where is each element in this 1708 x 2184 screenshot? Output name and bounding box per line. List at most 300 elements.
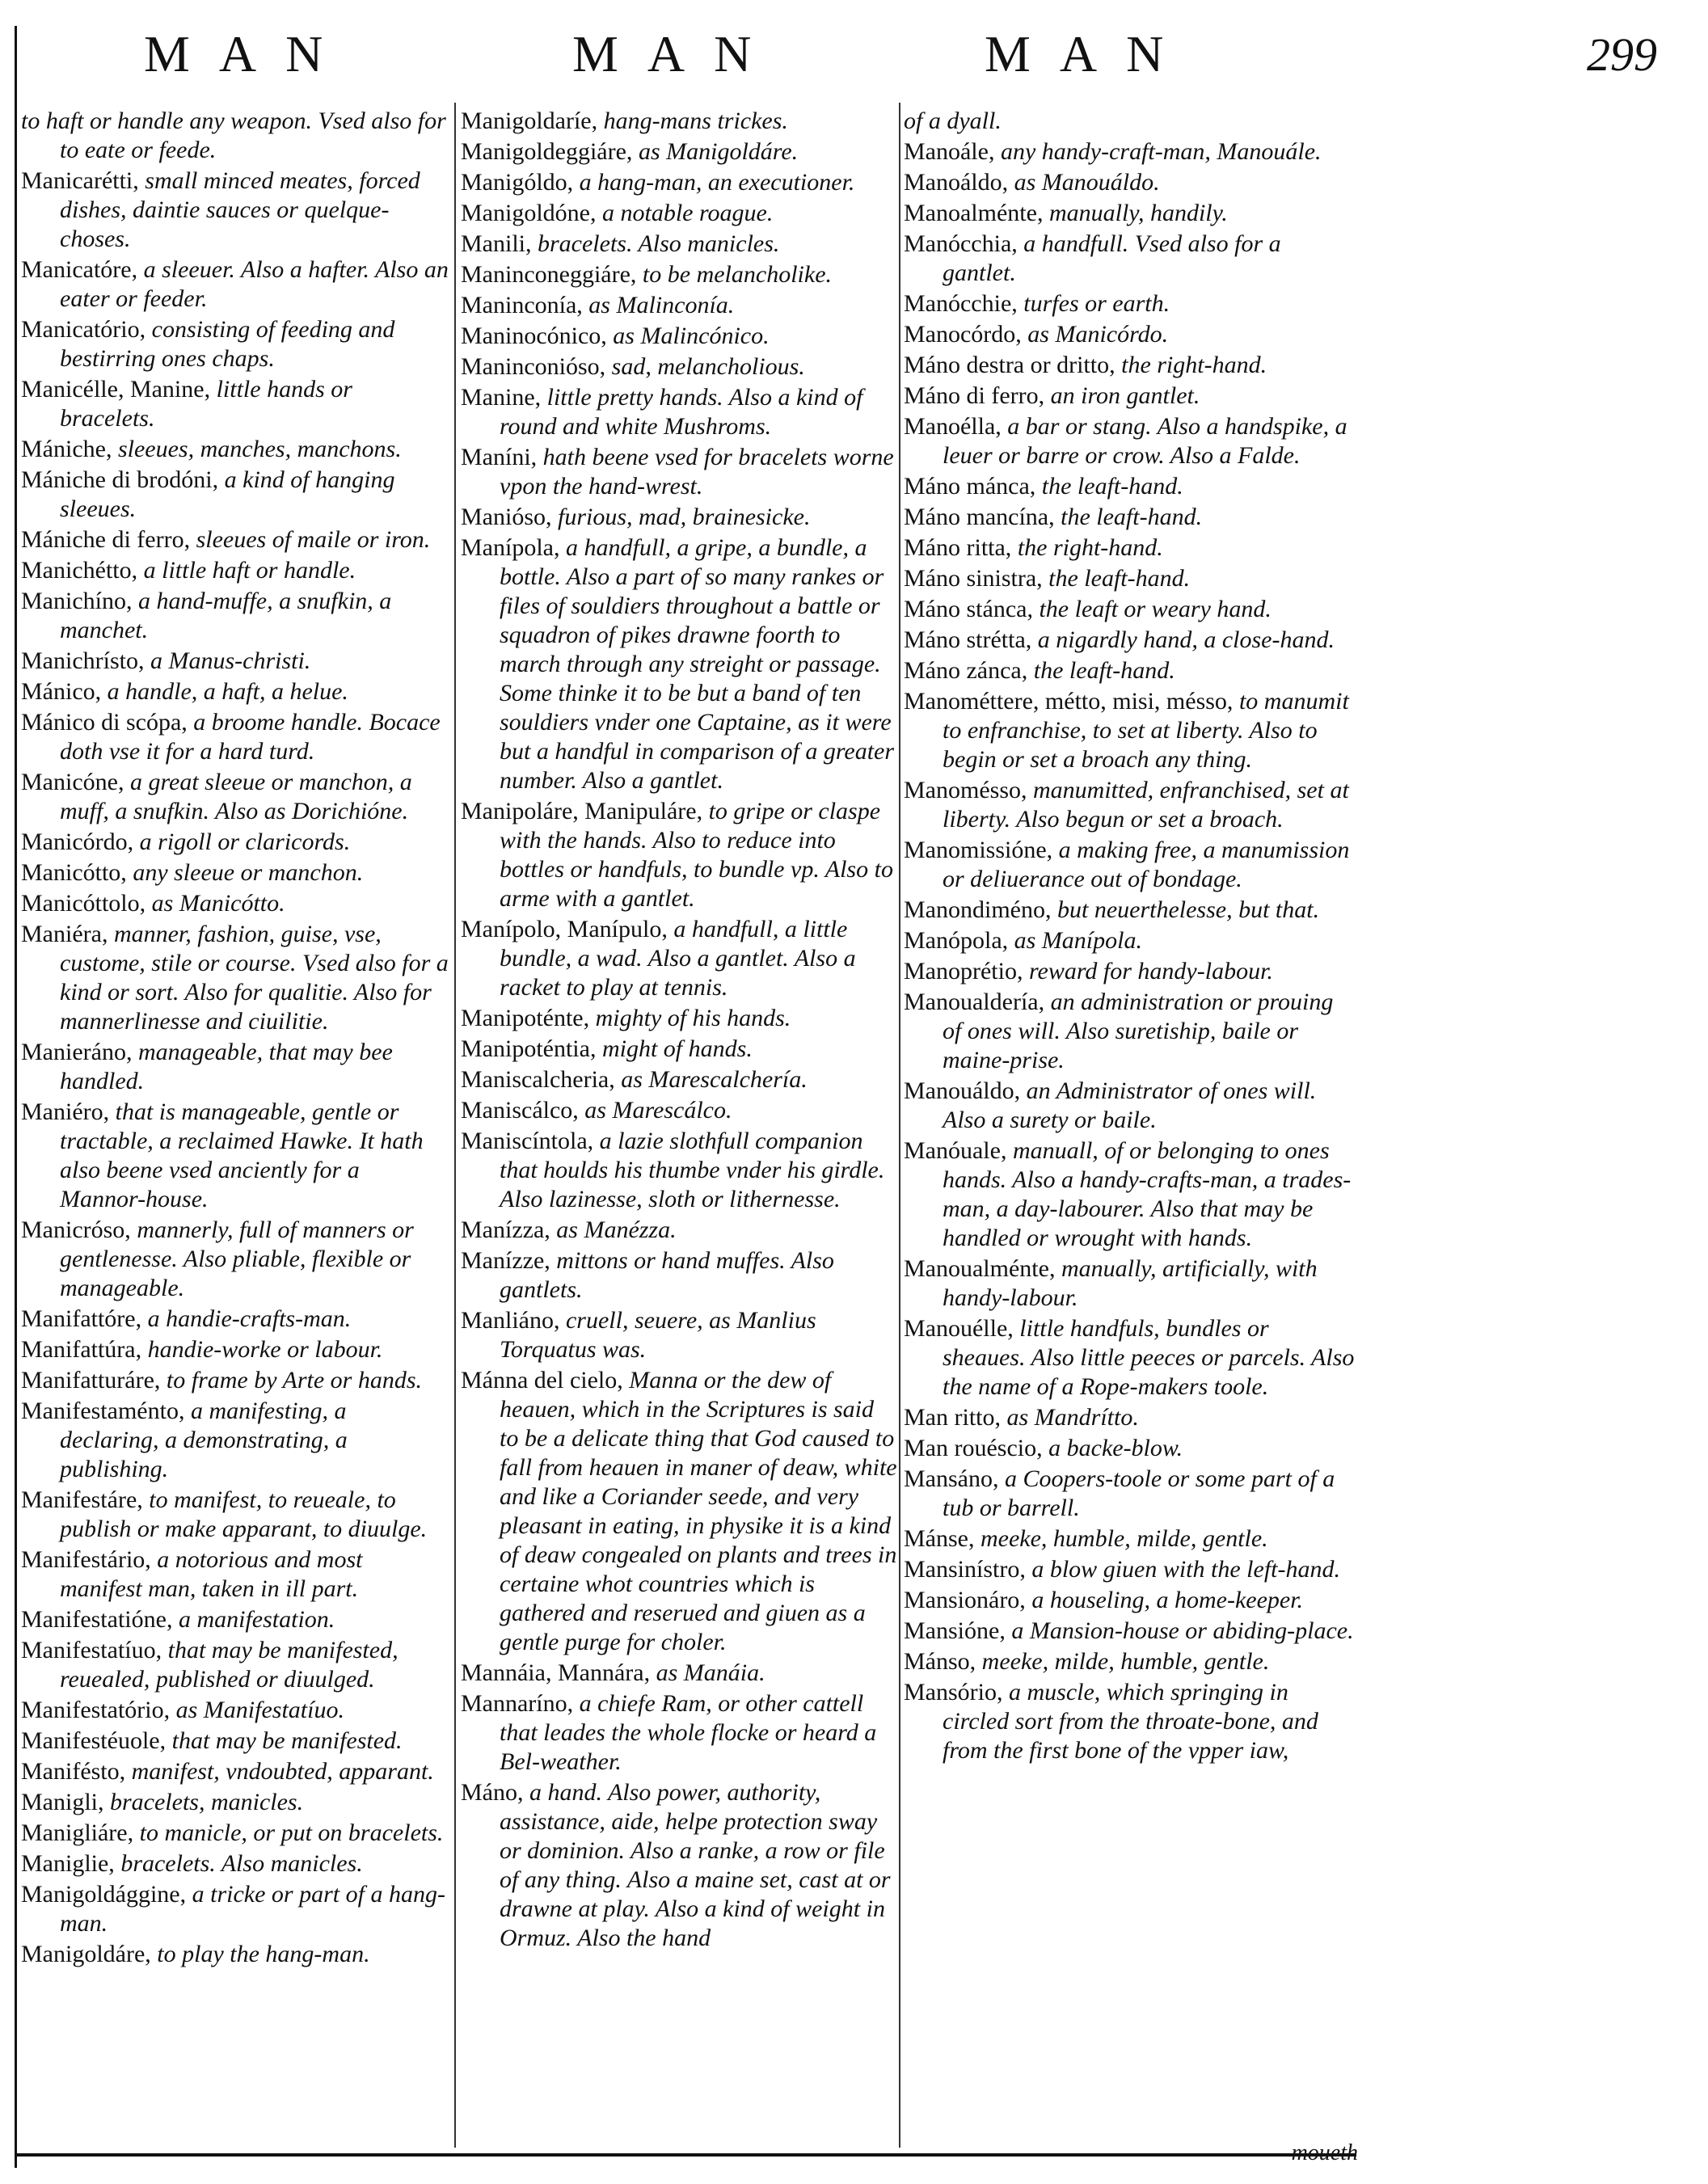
entry-headword: Manócchie, [904,290,1018,317]
entry-headword: Manigoldággine, [21,1881,187,1908]
entry-headword: Manicótto, [21,859,127,886]
dictionary-entry [461,797,897,913]
entry-headword: Manoáldo, [904,169,1009,196]
entry-headword: Mánico di scópa, [21,709,188,736]
entry-definition: a sleeuer. Also a hafter. Also an eater or feeder. [60,256,449,312]
entry-headword: Manoalménte, [904,200,1044,226]
entry-headword: Manópola, [904,927,1009,954]
dictionary-entry [21,1696,449,1725]
entry-definition: mannerly, full of manners or gentlenesse. Also pliable, flexible or manageable. [60,1216,414,1301]
entry-definition: a hand-muffe, a snufkin, a manchet. [60,588,392,643]
dictionary-entry [904,230,1356,288]
right-headword: MAN [985,25,1193,82]
entry-definition: bracelets. Also manicles. [538,230,780,257]
entry-headword: Manicélle, Manine, [21,376,211,403]
entry-definition: a houseling, a home-keeper. [1031,1587,1304,1613]
dictionary-entry [21,1849,449,1878]
entry-definition: as Marescálco. [584,1097,732,1124]
dictionary-entry [904,533,1356,563]
dictionary-entry [21,315,449,373]
dictionary-entry [904,1524,1356,1554]
dictionary-entry [904,926,1356,955]
dictionary-entry [21,587,449,645]
dictionary-entry [21,920,449,1036]
entry-definition: the right-hand. [1121,352,1267,378]
entry-headword: Manócchia, [904,230,1018,257]
dictionary-entry [461,230,897,259]
entry-definition: a Coopers-toole or some part of a tub or barrell. [943,1465,1335,1521]
entry-definition: little pretty hands. Also a kind of round and white Mushroms. [500,384,863,440]
entry-definition: consisting of feeding and bestirring ones chaps. [60,316,395,372]
dictionary-entry [904,1077,1356,1135]
entry-definition: a rigoll or claricords. [139,828,351,855]
entry-headword: Man ritto, [904,1404,1001,1431]
entry-headword: Mansionáro, [904,1587,1026,1613]
entry-definition: as Manípola. [1014,927,1142,954]
dictionary-entry [461,443,897,501]
dictionary-entry [904,351,1356,380]
page-number: 299 [1587,28,1657,81]
entry-headword: Manomésso, [904,777,1027,803]
entry-definition: a broome handle. Bocace doth vse it for a hard turd. [60,709,441,765]
entry-headword: Manigli, [21,1789,104,1815]
dictionary-entry [461,168,897,197]
entry-definition: Manna or the dew of heauen, which in the Scriptures is said to be a delicate thing that God caused to fall from heauen in maner of deaw, white and like a Coriander seede, and very pleasant in eating, in physike it is a kind of deaw congealed on plants and trees in certaine whot countries which is gathered and reserued and giuen as a gentle purge for choler. [500,1367,897,1655]
dictionary-entry [904,289,1356,318]
entry-headword: Manifestatíuo, [21,1637,162,1663]
entry-definition: as Manicórdo. [1027,321,1169,348]
entry-definition: as Mandrítto. [1006,1404,1139,1431]
dictionary-entry [904,168,1356,197]
entry-definition: that is manageable, gentle or tractable, a reclaimed Hawke. It hath also beene vsed anciently for a Mannor-house. [60,1098,424,1212]
entry-definition: manually, handily. [1048,200,1228,226]
entry-headword: Maninocónico, [461,323,607,349]
entry-definition: a manifestation. [178,1606,335,1633]
entry-definition: hang-mans trickes. [603,108,788,134]
running-header [15,10,1673,107]
entry-headword: Máno destra or dritto, [904,352,1115,378]
entry-headword: Manifattúra, [21,1336,142,1363]
entry-headword: Máno, [461,1779,524,1806]
dictionary-entry [904,137,1356,167]
dictionary-entry [21,677,449,706]
entry-headword: Manigoldóne, [461,200,597,226]
entry-definition: might of hands. [601,1035,753,1062]
dictionary-entry [21,1335,449,1364]
dictionary-entry [904,1617,1356,1646]
dictionary-entry [21,1366,449,1395]
dictionary-entry [21,828,449,857]
dictionary-entry [904,1555,1356,1584]
dictionary-entry [904,988,1356,1075]
entry-headword: Manifattóre, [21,1305,142,1332]
dictionary-entry [21,107,449,165]
entry-headword: Mannaríno, [461,1690,574,1717]
entry-headword: Mániche, [21,436,112,462]
entry-definition: bracelets, manicles. [110,1789,304,1815]
entry-headword: Manichíno, [21,588,133,614]
dictionary-entry [461,1659,897,1688]
entry-headword: Mánico, [21,678,102,705]
entry-definition: as Manicótto. [151,890,285,917]
dictionary-entry [21,1038,449,1096]
dictionary-entry [904,320,1356,349]
dictionary-entry [21,1940,449,1969]
entry-headword: Manifestaménto, [21,1398,185,1424]
entry-definition: meeke, milde, humble, gentle. [981,1648,1270,1675]
entry-headword: Manichétto, [21,557,138,584]
entry-definition: a lazie slothfull companion that houlds his thumbe vnder his girdle. Also lazinesse, sloth or lithernesse. [500,1128,885,1212]
entry-headword: Manicarétti, [21,167,139,194]
entry-definition: a hang-man, an executioner. [579,169,855,196]
entry-headword: Maniscalcheria, [461,1066,615,1093]
entry-headword: Maniéra, [21,921,108,947]
entry-definition: a handfull, a gripe, a bundle, a bottle. Also a part of so many rankes or files of souldiers throughout a battle or squadron of pikes drawne foorth to march through any streight or passage. Some thinke it to be but a band of ten souldiers vnder one Captaine, as it were but a handful in comparison of a greater number. Also a gantlet. [500,534,895,794]
entry-definition: a notable roague. [601,200,774,226]
entry-definition: a blow giuen with the left-hand. [1031,1556,1340,1583]
column-1 [21,107,449,2144]
entry-definition: a hand. Also power, authority, assistance, aide, helpe protection sway or dominion. Also a ranke, a row or file of any thing. Also a maine set, cast at or drawne at play. Also a kind of weight in Ormuz. Also the hand [500,1779,891,1951]
entry-definition: a nigardly hand, a close-hand. [1037,626,1335,653]
entry-headword: Manipoláre, Manipuláre, [461,798,703,824]
entry-definition: small minced meates, forced dishes, daintie sauces or quelque-choses. [60,167,420,252]
dictionary-entry [21,1727,449,1756]
dictionary-entry [904,1254,1356,1313]
entry-definition: that may be manifested, reuealed, published or diuulged. [60,1637,399,1693]
entry-headword: Manondiméno, [904,896,1052,923]
dictionary-entry [904,595,1356,624]
entry-definition: as Malinconía. [588,292,735,318]
entry-headword: Manliáno, [461,1307,560,1334]
entry-headword: Mánna del cielo, [461,1367,623,1393]
entry-headword: Manifestatióne, [21,1606,173,1633]
dictionary-entry [21,1098,449,1214]
dictionary-entry [461,1689,897,1777]
entry-definition: reward for handy-labour. [1028,958,1273,984]
entry-headword: Mániche di ferro, [21,526,191,553]
entry-headword: Máno mancína, [904,504,1055,530]
entry-headword: Maníni, [461,444,538,470]
entry-headword: Manízza, [461,1216,550,1243]
entry-headword: Manípolo, Manípulo, [461,916,668,942]
entry-headword: Manométtere, métto, misi, mésso, [904,688,1234,715]
dictionary-entry [461,1246,897,1305]
entry-definition: furious, mad, brainesicke. [558,504,811,530]
dictionary-entry [21,1305,449,1334]
entry-headword: Mániche di brodóni, [21,466,219,493]
entry-definition: to manifest, to reueale, to publish or make apparant, to diuulge. [60,1486,428,1542]
dictionary-entry [21,466,449,524]
entry-definition: manually, artificially, with handy-labour. [943,1255,1318,1311]
entry-headword: Manocórdo, [904,321,1022,348]
entry-definition: an Administrator of ones will. Also a surety or baile. [943,1077,1317,1133]
entry-definition: cruell, seuere, as Manlius Torquatus was. [500,1307,816,1363]
entry-headword: Manióso, [461,504,552,530]
dictionary-entry [461,260,897,289]
entry-definition: any handy-craft-man, Manouále. [1000,138,1322,165]
entry-definition: a making free, a manumission or deliuerance out of bondage. [943,837,1350,892]
entry-headword: Manigoldáre, [21,1941,151,1967]
dictionary-entry [461,1004,897,1033]
entry-definition: a notorious and most manifest man, taken in ill part. [60,1546,363,1602]
entry-definition: sleeues of maile or iron. [196,526,431,553]
dictionary-entry [21,768,449,826]
entry-headword: Man rouéscio, [904,1435,1043,1461]
entry-headword: Máno sinistra, [904,565,1043,592]
dictionary-entry [904,199,1356,228]
dictionary-entry [21,1819,449,1848]
entry-definition: the leaft-hand. [1048,565,1191,592]
entry-definition: but neuerthelesse, but that. [1056,896,1320,923]
entry-definition: mighty of his hands. [595,1005,791,1031]
entry-headword: Manoprétio, [904,958,1023,984]
entry-definition: the leaft-hand. [1061,504,1203,530]
dictionary-entry [904,687,1356,774]
entry-headword: Manigliáre, [21,1819,134,1846]
entry-headword: Manifestário, [21,1546,151,1573]
entry-definition: manageable, that may bee handled. [60,1039,393,1094]
dictionary-entry [461,137,897,167]
entry-headword: Mánse, [904,1525,975,1552]
dictionary-entry [21,556,449,585]
dictionary-entry [904,1434,1356,1463]
dictionary-entry [21,647,449,676]
column-divider [899,103,900,2148]
entry-headword: Manoualménte, [904,1255,1056,1282]
column-divider [454,103,456,2148]
dictionary-entry [904,1678,1356,1765]
entry-definition: a Manus-christi. [150,647,311,674]
entry-headword: Maninconióso, [461,353,606,380]
entry-definition: to manumit to enfranchise, to set at liberty. Also to begin or set a broach any thing. [943,688,1349,773]
entry-definition: as Manouáldo. [1014,169,1160,196]
entry-headword: Manili, [461,230,532,257]
entry-headword: Manoále, [904,138,995,165]
dictionary-entry [21,525,449,554]
dictionary-entry [21,1545,449,1604]
dictionary-entry [21,167,449,254]
dictionary-entry [21,858,449,888]
entry-headword: Manieráno, [21,1039,133,1065]
entry-headword: Manípola, [461,534,560,561]
entry-headword: Manicóne, [21,769,124,795]
entry-definition: an administration or prouing of ones will. Also suretiship, baile or maine-prise. [943,989,1334,1073]
dictionary-page [15,10,1673,2166]
dictionary-entry [904,1136,1356,1253]
dictionary-entry [904,1403,1356,1432]
dictionary-entry [904,503,1356,532]
entry-headword: Mánso, [904,1648,976,1675]
dictionary-entry [21,1880,449,1938]
entry-definition: a kind of hanging sleeues. [60,466,395,522]
dictionary-entry [21,375,449,433]
entry-headword: Máno zánca, [904,657,1028,684]
entry-headword: Maninconía, [461,292,583,318]
dictionary-entry [461,1065,897,1094]
entry-definition: a Mansion-house or abiding-place. [1011,1617,1354,1644]
entry-headword: Manízze, [461,1247,550,1274]
dictionary-entry [461,1096,897,1125]
dictionary-entry [461,1306,897,1364]
dictionary-entry [461,291,897,320]
entry-definition: handie-worke or labour. [147,1336,383,1363]
dictionary-entry [461,199,897,228]
entry-headword: Maniglie, [21,1850,115,1877]
dictionary-entry [461,533,897,795]
dictionary-entry [904,412,1356,470]
entry-definition: to haft or handle any weapon. Vsed also for to eate or feede. [21,108,446,163]
entry-definition: as Manifestatíuo. [175,1697,344,1723]
dictionary-entry [461,352,897,382]
entry-definition: a backe-blow. [1048,1435,1183,1461]
entry-definition: a manifesting, a declaring, a demonstrating, a publishing. [60,1398,348,1482]
entry-headword: Mansinístro, [904,1556,1026,1583]
entry-headword: Manifestáre, [21,1486,143,1513]
entry-headword: Manomissióne, [904,837,1053,863]
bottom-border-rule [15,2153,1356,2157]
entry-definition: a tricke or part of a hang-man. [60,1881,445,1937]
entry-headword: Manine, [461,384,542,411]
entry-headword: Máno ritta, [904,534,1012,561]
dictionary-entry [21,1757,449,1786]
entry-headword: Manicórdo, [21,828,134,855]
entry-definition: a bar or stang. Also a handspike, a leuer or barre or crow. Also a Falde. [943,413,1347,469]
entry-headword: Manigoldeggiáre, [461,138,633,165]
entry-headword: Manifatturáre, [21,1367,161,1393]
dictionary-entry [461,383,897,441]
entry-definition: a handie-crafts-man. [147,1305,352,1332]
entry-headword: Mansáno, [904,1465,999,1492]
dictionary-entry [904,776,1356,834]
entry-headword: Manicróso, [21,1216,131,1243]
dictionary-entry [461,1216,897,1245]
dictionary-entry [461,1035,897,1064]
dictionary-entry [461,322,897,351]
entry-headword: Manicóttolo, [21,890,146,917]
dictionary-entry [21,708,449,766]
column-2 [461,107,897,2144]
entry-definition: bracelets. Also manicles. [120,1850,363,1877]
entry-headword: Manichrísto, [21,647,145,674]
dictionary-entry [461,915,897,1002]
dictionary-entry [904,1465,1356,1523]
entry-headword: Maniéro, [21,1098,110,1125]
entry-definition: little handfuls, bundles or sheaues. Also little peeces or parcels. Also the name of a Rope-makers toole. [943,1315,1355,1400]
dictionary-entry [21,1397,449,1484]
entry-headword: Máno mánca, [904,473,1036,500]
dictionary-entry [21,1486,449,1544]
entry-definition: a handfull. Vsed also for a gantlet. [943,230,1281,286]
dictionary-entry [904,836,1356,894]
dictionary-entry [461,503,897,532]
entry-definition: the leaft-hand. [1041,473,1183,500]
entry-definition: manifest, vndoubted, apparant. [131,1758,434,1785]
entry-definition: manner, fashion, guise, vse, custome, stile or course. Vsed also for a kind or sort. Also for qualitie. Also for mannerlinesse and ciuilitie. [60,921,449,1035]
dictionary-entry [904,896,1356,925]
entry-definition: the right-hand. [1017,534,1163,561]
entry-headword: Máno strétta, [904,626,1032,653]
entry-headword: Mansióne, [904,1617,1006,1644]
entry-definition: manuall, of or belonging to ones hands. Also a handy-crafts-man, a trades-man, a day-labourer. Also that may be handled or wrought with hands. [943,1137,1352,1251]
entry-headword: Manicatório, [21,316,146,343]
center-headword: MAN [572,25,781,82]
dictionary-entry [904,1647,1356,1676]
entry-headword: Maninconeggiáre, [461,261,637,288]
entry-headword: Manifésto, [21,1758,126,1785]
dictionary-entry [21,1788,449,1817]
entry-definition: a great sleeue or manchon, a muff, a snufkin. Also as Dorichióne. [60,769,412,824]
entry-definition: to play the hang-man. [157,1941,370,1967]
entry-headword: Manicatóre, [21,256,138,283]
entry-headword: Mansório, [904,1679,1003,1705]
entry-headword: Manouélle, [904,1315,1014,1342]
entry-definition: the leaft-hand. [1033,657,1175,684]
dictionary-entry [904,564,1356,593]
dictionary-entry [21,1636,449,1694]
dictionary-entry [904,1586,1356,1615]
dictionary-entry [21,255,449,314]
entry-headword: Mannáia, Mannára, [461,1659,651,1686]
entry-definition: as Manáia. [656,1659,765,1686]
entry-headword: Máno stánca, [904,596,1033,622]
entry-headword: Manipoténtia, [461,1035,597,1062]
entry-definition: manumitted, enfranchised, set at liberty. Also begun or set a broach. [943,777,1349,833]
entry-definition: as Marescalchería. [621,1066,808,1093]
dictionary-entry [21,1216,449,1303]
entry-headword: Manoélla, [904,413,1002,440]
dictionary-entry [904,626,1356,655]
entry-definition: to frame by Arte or hands. [166,1367,423,1393]
dictionary-entry [21,889,449,918]
dictionary-entry [904,1314,1356,1402]
entry-definition: of a dyall. [904,108,1002,134]
entry-headword: Manifestatório, [21,1697,171,1723]
left-border-rule [15,26,17,2168]
entry-definition: a little haft or handle. [143,557,356,584]
entry-definition: to gripe or claspe with the hands. Also to reduce into bottles or handfuls, to bundle vp. Also to arme with a gantlet. [500,798,893,912]
entry-definition: sleeues, manches, manchons. [117,436,402,462]
dictionary-entry [21,435,449,464]
entry-headword: Maniscíntola, [461,1128,594,1154]
entry-definition: meeke, humble, milde, gentle. [980,1525,1268,1552]
entry-definition: little hands or bracelets. [60,376,352,432]
dictionary-entry [21,1605,449,1634]
entry-definition: as Malincónico. [613,323,770,349]
entry-definition: any sleeue or manchon. [133,859,364,886]
entry-headword: Manoualdería, [904,989,1045,1015]
dictionary-entry [461,1127,897,1214]
entry-definition: a handfull, a little bundle, a wad. Also a gantlet. Also a racket to play at tennis. [500,916,856,1001]
dictionary-entry [461,107,897,136]
entry-definition: hath beene vsed for bracelets worne vpon the hand-wrest. [500,444,894,500]
entry-headword: Máno di ferro, [904,382,1045,409]
entry-definition: that may be manifested. [171,1727,403,1754]
entry-definition: an iron gantlet. [1050,382,1200,409]
catchword: moueth [1291,2140,1358,2165]
entry-definition: a muscle, which springing in circled sort from the throate-bone, and from the first bone of the vpper iaw, [943,1679,1318,1764]
entry-definition: turfes or earth. [1023,290,1170,317]
dictionary-entry [461,1778,897,1953]
entry-headword: Maniscálco, [461,1097,579,1124]
column-3 [904,107,1356,2144]
entry-definition: to manicle, or put on bracelets. [139,1819,444,1846]
dictionary-entry [904,107,1356,136]
left-headword: MAN [144,25,352,82]
dictionary-entry [461,1366,897,1657]
entry-headword: Manouáldo, [904,1077,1021,1104]
dictionary-entry [904,382,1356,411]
entry-definition: a handle, a haft, a helue. [107,678,348,705]
